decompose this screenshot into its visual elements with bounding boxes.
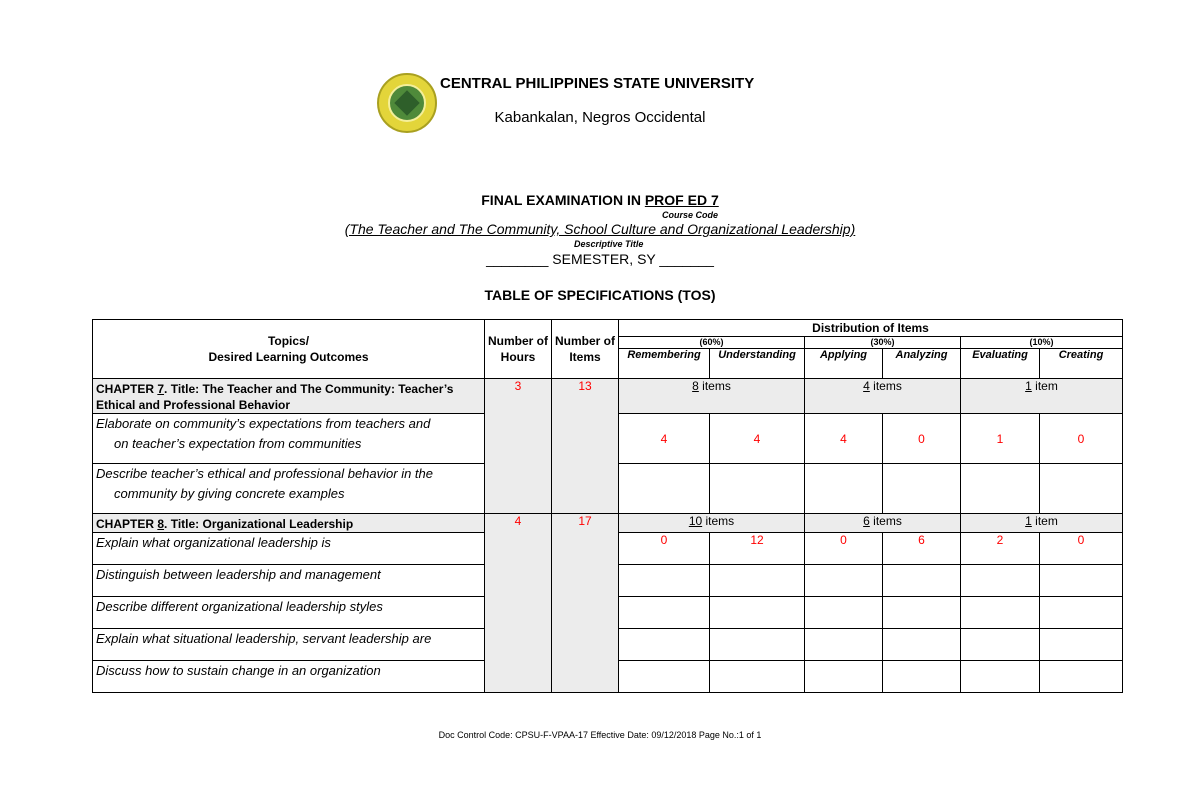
ch7-applying: 4 bbox=[805, 414, 883, 464]
university-location: Kabankalan, Negros Occidental bbox=[494, 109, 706, 126]
chapter-7-outcome-1 bbox=[93, 414, 485, 464]
empty-cell bbox=[883, 661, 961, 693]
evaluating-header: Evaluating bbox=[961, 349, 1040, 379]
chapter-7-g1-label: items bbox=[698, 379, 731, 393]
document-header bbox=[0, 0, 1200, 150]
course-code: PROF ED 7 bbox=[644, 192, 719, 208]
chapter-7-number: 7 bbox=[157, 382, 165, 396]
empty-cell bbox=[1040, 597, 1123, 629]
tos-title: TABLE OF SPECIFICATIONS (TOS) bbox=[484, 287, 716, 303]
ch7-creating: 0 bbox=[1040, 414, 1123, 464]
university-name: CENTRAL PHILIPPINES STATE UNIVERSITY bbox=[440, 75, 755, 92]
empty-cell bbox=[1040, 661, 1123, 693]
chapter-8-hours: 4 bbox=[485, 514, 552, 693]
chapter-7-row bbox=[93, 379, 485, 414]
chapter-8-g3-label: item bbox=[1031, 514, 1058, 528]
topics-header-line1: Topics/ bbox=[267, 334, 310, 348]
chapter-8-g1-label: items bbox=[702, 514, 735, 528]
ch8-analyzing: 6 bbox=[883, 533, 961, 565]
hours-header: Number of Hours bbox=[485, 320, 552, 379]
course-code-label: Course Code bbox=[662, 210, 719, 220]
chapter-7-g2-label: items bbox=[869, 379, 902, 393]
ch8-applying: 0 bbox=[805, 533, 883, 565]
empty-cell bbox=[805, 565, 883, 597]
chapter-8-row bbox=[93, 514, 485, 533]
empty-cell bbox=[961, 464, 1040, 514]
ch7-understanding: 4 bbox=[710, 414, 805, 464]
tos-table bbox=[92, 319, 1123, 693]
chapter-7-g2-count: 4 bbox=[863, 379, 870, 393]
items-header: Number of Items bbox=[552, 320, 619, 379]
chapter-8-outcome-4: Explain what situational leadership, servant leadership are bbox=[93, 629, 485, 661]
chapter-7-higher-order-items bbox=[961, 379, 1123, 414]
chapter-7-g1-count: 8 bbox=[692, 379, 699, 393]
chapter-8-g2-label: items bbox=[869, 514, 902, 528]
ch7-analyzing: 0 bbox=[883, 414, 961, 464]
remembering-header: Remembering bbox=[619, 349, 710, 379]
chapter-7-middle-order-items bbox=[805, 379, 961, 414]
semester-line: ________ SEMESTER, SY _______ bbox=[486, 251, 714, 267]
chapter-7-outcome-1-line1: Elaborate on community’s expectations from teachers and bbox=[96, 416, 431, 431]
empty-cell bbox=[710, 629, 805, 661]
empty-cell bbox=[619, 661, 710, 693]
empty-cell bbox=[1040, 629, 1123, 661]
pct-60: (60%) bbox=[619, 337, 805, 349]
empty-cell bbox=[961, 597, 1040, 629]
chapter-7-outcome-2-line2: community by giving concrete examples bbox=[114, 486, 345, 501]
topics-header bbox=[93, 320, 485, 379]
chapter-7-title: . Title: The Teacher and The Community: Teacher’s Ethical and Professional Behavior bbox=[96, 382, 454, 412]
empty-cell bbox=[805, 464, 883, 514]
chapter-7-g3-count: 1 bbox=[1025, 379, 1032, 393]
empty-cell bbox=[619, 464, 710, 514]
document-footer: Doc Control Code: CPSU-F-VPAA-17 Effective Date: 09/12/2018 Page No.:1 of 1 bbox=[438, 730, 762, 740]
pct-10: (10%) bbox=[961, 337, 1123, 349]
exam-title bbox=[0, 192, 1200, 208]
empty-cell bbox=[961, 565, 1040, 597]
empty-cell bbox=[805, 629, 883, 661]
chapter-8-g2-count: 6 bbox=[863, 514, 870, 528]
chapter-8-title: . Title: Organizational Leadership bbox=[164, 517, 354, 531]
understanding-header: Understanding bbox=[710, 349, 805, 379]
chapter-7-outcome-2 bbox=[93, 464, 485, 514]
pct-30: (30%) bbox=[805, 337, 961, 349]
chapter-8-g3-count: 1 bbox=[1025, 514, 1032, 528]
empty-cell bbox=[1040, 464, 1123, 514]
descriptive-title-label: Descriptive Title bbox=[574, 239, 644, 249]
empty-cell bbox=[619, 629, 710, 661]
empty-cell bbox=[961, 661, 1040, 693]
analyzing-header: Analyzing bbox=[883, 349, 961, 379]
ch8-remembering: 0 bbox=[619, 533, 710, 565]
topics-header-line2: Desired Learning Outcomes bbox=[208, 350, 369, 364]
empty-cell bbox=[710, 565, 805, 597]
empty-cell bbox=[710, 661, 805, 693]
empty-cell bbox=[883, 565, 961, 597]
chapter-7-prefix: CHAPTER bbox=[96, 382, 158, 396]
chapter-7-lower-order-items bbox=[619, 379, 805, 414]
empty-cell bbox=[805, 597, 883, 629]
chapter-7-hours: 3 bbox=[485, 379, 552, 514]
empty-cell bbox=[883, 597, 961, 629]
ch7-evaluating: 1 bbox=[961, 414, 1040, 464]
ch8-understanding: 12 bbox=[710, 533, 805, 565]
empty-cell bbox=[619, 597, 710, 629]
chapter-8-middle-order-items bbox=[805, 514, 961, 533]
creating-header: Creating bbox=[1040, 349, 1123, 379]
descriptive-title: (The Teacher and The Community, School Culture and Organizational Leadership) bbox=[344, 221, 856, 237]
chapter-8-number: 8 bbox=[157, 517, 165, 531]
distribution-header: Distribution of Items bbox=[619, 320, 1123, 337]
ch8-creating: 0 bbox=[1040, 533, 1123, 565]
chapter-7-g3-label: item bbox=[1031, 379, 1058, 393]
chapter-7-items: 13 bbox=[552, 379, 619, 514]
empty-cell bbox=[883, 629, 961, 661]
chapter-8-lower-order-items bbox=[619, 514, 805, 533]
chapter-8-g1-count: 10 bbox=[688, 514, 703, 528]
chapter-8-outcome-1: Explain what organizational leadership is bbox=[93, 533, 485, 565]
chapter-8-prefix: CHAPTER bbox=[96, 517, 158, 531]
empty-cell bbox=[1040, 565, 1123, 597]
chapter-7-outcome-2-line1: Describe teacher’s ethical and professional behavior in the bbox=[96, 466, 433, 481]
exam-title-prefix: FINAL EXAMINATION IN bbox=[481, 192, 645, 208]
chapter-8-outcome-5: Discuss how to sustain change in an organization bbox=[93, 661, 485, 693]
empty-cell bbox=[805, 661, 883, 693]
chapter-7-outcome-1-line2: on teacher’s expectation from communities bbox=[114, 436, 362, 451]
chapter-8-outcome-2: Distinguish between leadership and management bbox=[93, 565, 485, 597]
empty-cell bbox=[619, 565, 710, 597]
ch7-remembering: 4 bbox=[619, 414, 710, 464]
chapter-8-higher-order-items bbox=[961, 514, 1123, 533]
empty-cell bbox=[961, 629, 1040, 661]
empty-cell bbox=[710, 464, 805, 514]
chapter-8-outcome-3: Describe different organizational leadership styles bbox=[93, 597, 485, 629]
applying-header: Applying bbox=[805, 349, 883, 379]
ch8-evaluating: 2 bbox=[961, 533, 1040, 565]
empty-cell bbox=[883, 464, 961, 514]
empty-cell bbox=[710, 597, 805, 629]
chapter-8-items: 17 bbox=[552, 514, 619, 693]
